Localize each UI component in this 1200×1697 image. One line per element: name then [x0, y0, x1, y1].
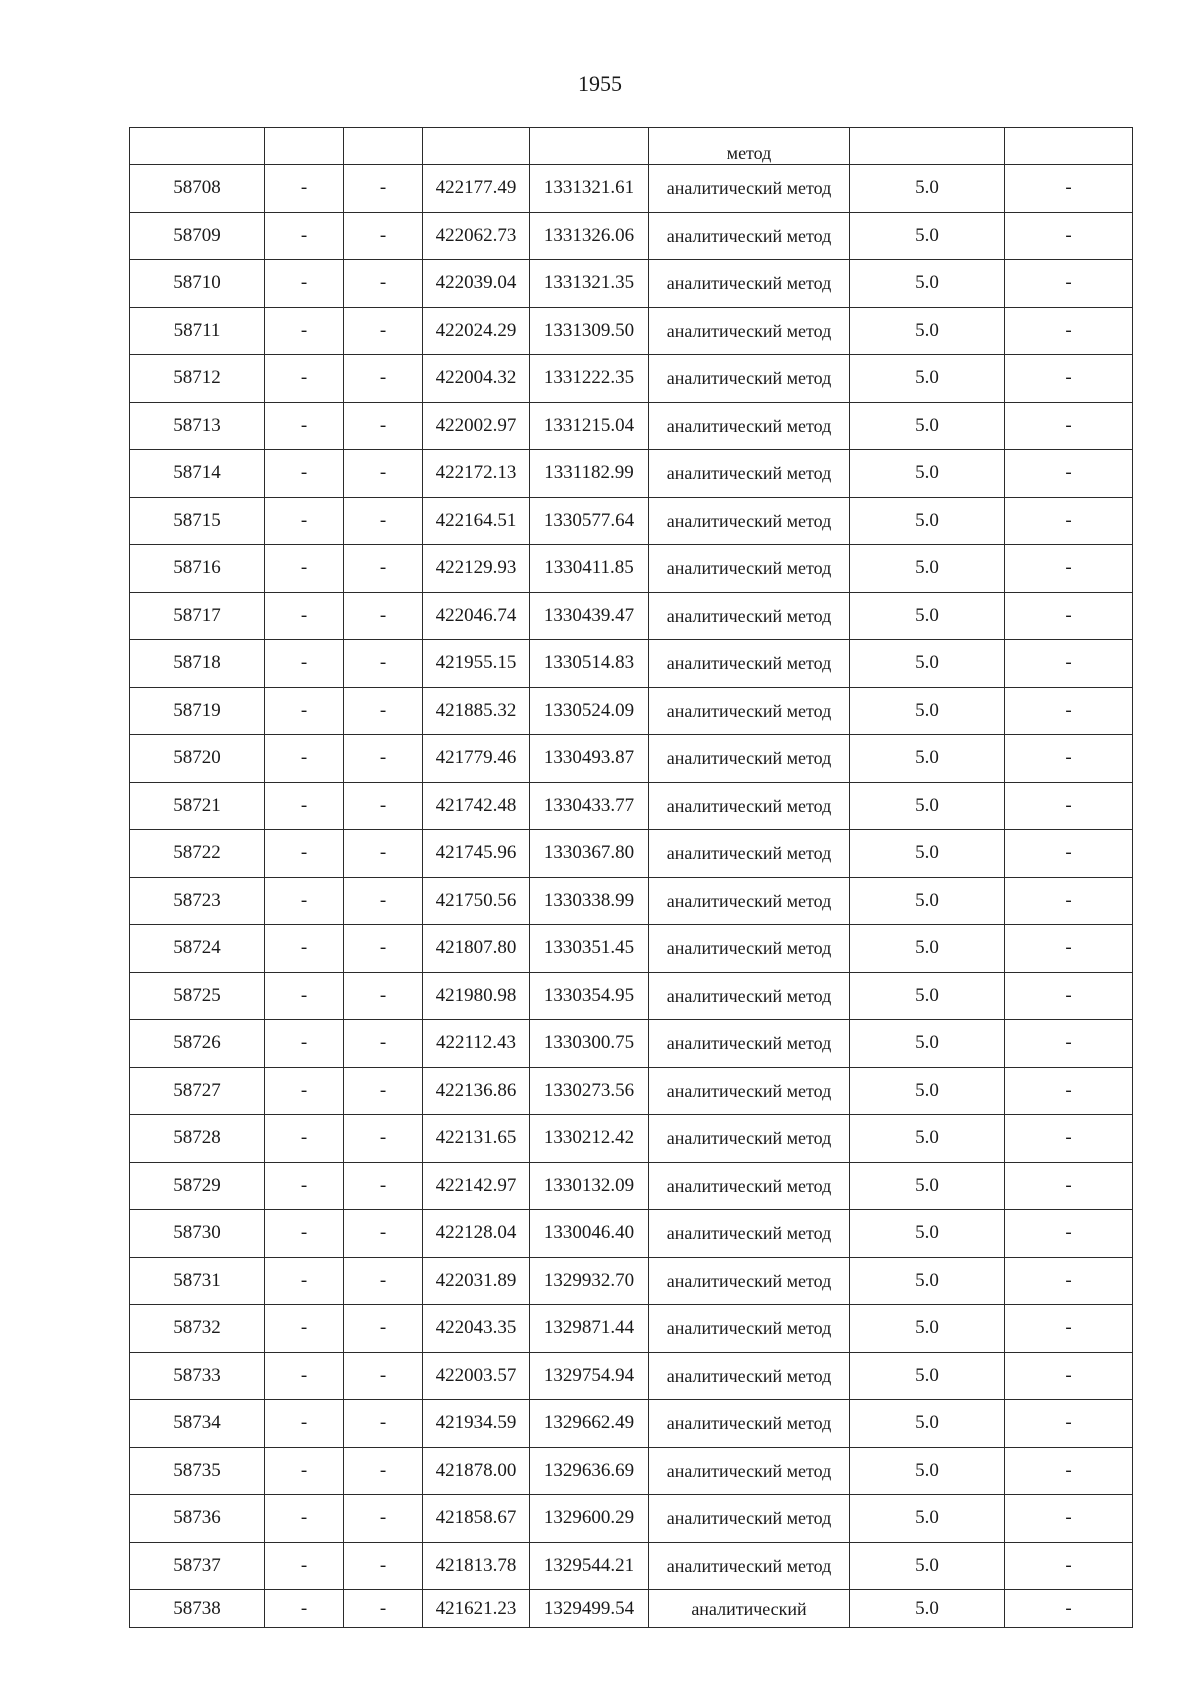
cell-y: 1330367.80 — [530, 830, 649, 878]
cell-method: метод — [649, 128, 850, 165]
cell-col2 — [265, 128, 344, 165]
cell-y: 1330577.64 — [530, 497, 649, 545]
table-row — [130, 1542, 1133, 1590]
cell-x: 422043.35 — [423, 1305, 530, 1353]
cell-col2: - — [265, 212, 344, 260]
cell-accuracy: 5.0 — [850, 592, 1005, 640]
table-row — [130, 592, 1133, 640]
cell-y: 1329499.54 — [530, 1590, 649, 1628]
cell-method: аналитический метод — [649, 355, 850, 403]
cell-col3: - — [344, 450, 423, 498]
cell-x: 421750.56 — [423, 877, 530, 925]
cell-accuracy: 5.0 — [850, 735, 1005, 783]
cell-col3: - — [344, 640, 423, 688]
table-row — [130, 1067, 1133, 1115]
table-row — [130, 355, 1133, 403]
cell-col3: - — [344, 545, 423, 593]
cell-x: 422004.32 — [423, 355, 530, 403]
cell-x: 422062.73 — [423, 212, 530, 260]
cell-x: 421742.48 — [423, 782, 530, 830]
cell-point-id: 58709 — [130, 212, 265, 260]
cell-y: 1329662.49 — [530, 1400, 649, 1448]
cell-accuracy: 5.0 — [850, 355, 1005, 403]
cell-col2: - — [265, 1162, 344, 1210]
cell-y: 1330439.47 — [530, 592, 649, 640]
cell-y: 1330212.42 — [530, 1115, 649, 1163]
cell-method: аналитический метод — [649, 1210, 850, 1258]
page-number: 1955 — [578, 71, 622, 96]
cell-x: 421934.59 — [423, 1400, 530, 1448]
cell-col3: - — [344, 735, 423, 783]
cell-col2: - — [265, 1020, 344, 1068]
cell-col8: - — [1005, 592, 1133, 640]
cell-x: 422172.13 — [423, 450, 530, 498]
cell-col8: - — [1005, 1542, 1133, 1590]
cell-method: аналитический метод — [649, 1257, 850, 1305]
cell-y: 1331321.35 — [530, 260, 649, 308]
table-row — [130, 1352, 1133, 1400]
cell-col3: - — [344, 260, 423, 308]
cell-accuracy: 5.0 — [850, 1400, 1005, 1448]
cell-y: 1330514.83 — [530, 640, 649, 688]
cell-col3: - — [344, 1257, 423, 1305]
cell-point-id: 58710 — [130, 260, 265, 308]
cell-col8: - — [1005, 1495, 1133, 1543]
cell-col8: - — [1005, 260, 1133, 308]
cell-accuracy: 5.0 — [850, 545, 1005, 593]
cell-y: 1331222.35 — [530, 355, 649, 403]
cell-col3: - — [344, 1162, 423, 1210]
cell-col2: - — [265, 687, 344, 735]
table-row — [130, 307, 1133, 355]
cell-method: аналитический метод — [649, 1447, 850, 1495]
cell-accuracy: 5.0 — [850, 450, 1005, 498]
table-row — [130, 497, 1133, 545]
cell-col8: - — [1005, 355, 1133, 403]
cell-col8: - — [1005, 1162, 1133, 1210]
cell-accuracy: 5.0 — [850, 782, 1005, 830]
cell-method: аналитический метод — [649, 1352, 850, 1400]
table-row — [130, 260, 1133, 308]
cell-y: 1330351.45 — [530, 925, 649, 973]
cell-accuracy: 5.0 — [850, 1115, 1005, 1163]
cell-x: 421779.46 — [423, 735, 530, 783]
table-row — [130, 925, 1133, 973]
cell-x: 421745.96 — [423, 830, 530, 878]
table-row — [130, 1590, 1133, 1628]
cell-col2: - — [265, 497, 344, 545]
cell-point-id: 58715 — [130, 497, 265, 545]
cell-y: 1330411.85 — [530, 545, 649, 593]
cell-x: 421621.23 — [423, 1590, 530, 1628]
cell-point-id: 58731 — [130, 1257, 265, 1305]
cell-point-id: 58717 — [130, 592, 265, 640]
cell-accuracy: 5.0 — [850, 260, 1005, 308]
cell-y: 1329600.29 — [530, 1495, 649, 1543]
table-row — [130, 1115, 1133, 1163]
cell-col2: - — [265, 782, 344, 830]
cell-accuracy: 5.0 — [850, 877, 1005, 925]
cell-col3: - — [344, 1115, 423, 1163]
table-row — [130, 212, 1133, 260]
cell-method: аналитический метод — [649, 260, 850, 308]
cell-accuracy — [850, 128, 1005, 165]
cell-x: 421813.78 — [423, 1542, 530, 1590]
table-row-continuation — [130, 128, 1133, 165]
table-row — [130, 972, 1133, 1020]
cell-col2: - — [265, 640, 344, 688]
cell-accuracy: 5.0 — [850, 972, 1005, 1020]
cell-col8: - — [1005, 1115, 1133, 1163]
cell-point-id: 58713 — [130, 402, 265, 450]
cell-col8: - — [1005, 972, 1133, 1020]
cell-accuracy: 5.0 — [850, 307, 1005, 355]
cell-col3: - — [344, 165, 423, 213]
cell-col3: - — [344, 972, 423, 1020]
cell-col3: - — [344, 877, 423, 925]
cell-col2: - — [265, 450, 344, 498]
cell-method: аналитический метод — [649, 545, 850, 593]
cell-y: 1330132.09 — [530, 1162, 649, 1210]
cell-point-id: 58733 — [130, 1352, 265, 1400]
cell-x: 421878.00 — [423, 1447, 530, 1495]
cell-col2: - — [265, 1400, 344, 1448]
cell-accuracy: 5.0 — [850, 925, 1005, 973]
cell-y: 1330354.95 — [530, 972, 649, 1020]
cell-col2: - — [265, 307, 344, 355]
table-row — [130, 1162, 1133, 1210]
cell-col2: - — [265, 1210, 344, 1258]
cell-point-id: 58724 — [130, 925, 265, 973]
cell-y: 1330524.09 — [530, 687, 649, 735]
cell-method: аналитический метод — [649, 1115, 850, 1163]
cell-point-id: 58708 — [130, 165, 265, 213]
cell-col8: - — [1005, 640, 1133, 688]
cell-method: аналитический метод — [649, 687, 850, 735]
cell-col3: - — [344, 1305, 423, 1353]
table-row — [130, 1305, 1133, 1353]
cell-x: 422046.74 — [423, 592, 530, 640]
cell-x: 421858.67 — [423, 1495, 530, 1543]
cell-col3: - — [344, 1495, 423, 1543]
cell-col3: - — [344, 1352, 423, 1400]
cell-accuracy: 5.0 — [850, 1542, 1005, 1590]
cell-accuracy: 5.0 — [850, 1352, 1005, 1400]
table-row — [130, 402, 1133, 450]
cell-method: аналитический метод — [649, 925, 850, 973]
cell-col2: - — [265, 1352, 344, 1400]
cell-accuracy: 5.0 — [850, 165, 1005, 213]
cell-col3: - — [344, 1542, 423, 1590]
cell-point-id — [130, 128, 265, 165]
cell-point-id: 58730 — [130, 1210, 265, 1258]
cell-point-id: 58719 — [130, 687, 265, 735]
cell-col8: - — [1005, 1447, 1133, 1495]
cell-col2: - — [265, 1590, 344, 1628]
cell-method: аналитический метод — [649, 830, 850, 878]
cell-method: аналитический метод — [649, 1400, 850, 1448]
cell-x: 422142.97 — [423, 1162, 530, 1210]
cell-col2: - — [265, 1257, 344, 1305]
table-row — [130, 450, 1133, 498]
cell-col3: - — [344, 402, 423, 450]
cell-x: 422024.29 — [423, 307, 530, 355]
cell-col2: - — [265, 1495, 344, 1543]
cell-point-id: 58738 — [130, 1590, 265, 1628]
cell-method: аналитический метод — [649, 307, 850, 355]
cell-x: 422002.97 — [423, 402, 530, 450]
cell-col2: - — [265, 925, 344, 973]
cell-point-id: 58722 — [130, 830, 265, 878]
cell-col2: - — [265, 972, 344, 1020]
cell-method: аналитический метод — [649, 592, 850, 640]
cell-col2: - — [265, 402, 344, 450]
cell-col2: - — [265, 592, 344, 640]
cell-point-id: 58711 — [130, 307, 265, 355]
cell-col8: - — [1005, 545, 1133, 593]
cell-col2: - — [265, 355, 344, 403]
cell-method: аналитический метод — [649, 1067, 850, 1115]
cell-x — [423, 128, 530, 165]
cell-x: 421885.32 — [423, 687, 530, 735]
cell-col2: - — [265, 1542, 344, 1590]
cell-method: аналитический метод — [649, 497, 850, 545]
cell-col8: - — [1005, 497, 1133, 545]
cell-point-id: 58725 — [130, 972, 265, 1020]
cell-method: аналитический — [649, 1590, 850, 1628]
cell-col2: - — [265, 545, 344, 593]
cell-point-id: 58712 — [130, 355, 265, 403]
cell-col3: - — [344, 1210, 423, 1258]
cell-col8: - — [1005, 877, 1133, 925]
table-row — [130, 877, 1133, 925]
cell-y: 1330493.87 — [530, 735, 649, 783]
cell-col3: - — [344, 355, 423, 403]
cell-y: 1329932.70 — [530, 1257, 649, 1305]
cell-col3: - — [344, 592, 423, 640]
cell-point-id: 58726 — [130, 1020, 265, 1068]
cell-col8: - — [1005, 782, 1133, 830]
cell-col8: - — [1005, 1067, 1133, 1115]
cell-col8: - — [1005, 925, 1133, 973]
cell-point-id: 58736 — [130, 1495, 265, 1543]
cell-col8: - — [1005, 1590, 1133, 1628]
cell-accuracy: 5.0 — [850, 1162, 1005, 1210]
cell-col2: - — [265, 1447, 344, 1495]
cell-accuracy: 5.0 — [850, 1447, 1005, 1495]
cell-y: 1329871.44 — [530, 1305, 649, 1353]
cell-y: 1329754.94 — [530, 1352, 649, 1400]
cell-x: 422031.89 — [423, 1257, 530, 1305]
cell-col2: - — [265, 260, 344, 308]
cell-col8: - — [1005, 830, 1133, 878]
cell-method: аналитический метод — [649, 212, 850, 260]
cell-x: 421980.98 — [423, 972, 530, 1020]
cell-col2: - — [265, 1305, 344, 1353]
cell-col2: - — [265, 735, 344, 783]
table-row — [130, 1210, 1133, 1258]
cell-accuracy: 5.0 — [850, 830, 1005, 878]
cell-accuracy: 5.0 — [850, 640, 1005, 688]
cell-col8: - — [1005, 212, 1133, 260]
cell-accuracy: 5.0 — [850, 497, 1005, 545]
cell-method: аналитический метод — [649, 972, 850, 1020]
cell-accuracy: 5.0 — [850, 1020, 1005, 1068]
cell-col8: - — [1005, 165, 1133, 213]
cell-col8: - — [1005, 687, 1133, 735]
cell-x: 421807.80 — [423, 925, 530, 973]
cell-point-id: 58720 — [130, 735, 265, 783]
cell-accuracy: 5.0 — [850, 1257, 1005, 1305]
cell-col3: - — [344, 1447, 423, 1495]
cell-col8: - — [1005, 735, 1133, 783]
cell-point-id: 58729 — [130, 1162, 265, 1210]
cell-x: 422136.86 — [423, 1067, 530, 1115]
cell-point-id: 58723 — [130, 877, 265, 925]
cell-y: 1330338.99 — [530, 877, 649, 925]
cell-method: аналитический метод — [649, 735, 850, 783]
cell-y: 1331321.61 — [530, 165, 649, 213]
cell-col8: - — [1005, 307, 1133, 355]
cell-point-id: 58728 — [130, 1115, 265, 1163]
table-row — [130, 1400, 1133, 1448]
cell-y: 1330046.40 — [530, 1210, 649, 1258]
cell-method: аналитический метод — [649, 1542, 850, 1590]
cell-x: 422164.51 — [423, 497, 530, 545]
cell-col8: - — [1005, 1210, 1133, 1258]
coordinates-table — [129, 127, 1133, 1628]
cell-method: аналитический метод — [649, 1305, 850, 1353]
table-row — [130, 1020, 1133, 1068]
cell-x: 422003.57 — [423, 1352, 530, 1400]
cell-method: аналитический метод — [649, 450, 850, 498]
cell-y: 1330273.56 — [530, 1067, 649, 1115]
cell-col2: - — [265, 1115, 344, 1163]
cell-col8: - — [1005, 1020, 1133, 1068]
table-row — [130, 545, 1133, 593]
cell-col3: - — [344, 1020, 423, 1068]
cell-point-id: 58732 — [130, 1305, 265, 1353]
cell-col3: - — [344, 1590, 423, 1628]
cell-accuracy: 5.0 — [850, 1590, 1005, 1628]
cell-accuracy: 5.0 — [850, 1210, 1005, 1258]
cell-y: 1331326.06 — [530, 212, 649, 260]
cell-method: аналитический метод — [649, 640, 850, 688]
cell-method: аналитический метод — [649, 877, 850, 925]
table-row — [130, 1447, 1133, 1495]
cell-point-id: 58718 — [130, 640, 265, 688]
table-row — [130, 165, 1133, 213]
cell-point-id: 58734 — [130, 1400, 265, 1448]
cell-col3: - — [344, 307, 423, 355]
cell-method: аналитический метод — [649, 1495, 850, 1543]
cell-y: 1331215.04 — [530, 402, 649, 450]
cell-y: 1329636.69 — [530, 1447, 649, 1495]
cell-col8: - — [1005, 402, 1133, 450]
table-row — [130, 1495, 1133, 1543]
cell-point-id: 58716 — [130, 545, 265, 593]
cell-col3: - — [344, 925, 423, 973]
cell-col3: - — [344, 687, 423, 735]
cell-point-id: 58727 — [130, 1067, 265, 1115]
cell-col2: - — [265, 877, 344, 925]
cell-accuracy: 5.0 — [850, 1495, 1005, 1543]
cell-col2: - — [265, 165, 344, 213]
cell-x: 422131.65 — [423, 1115, 530, 1163]
cell-col3: - — [344, 830, 423, 878]
cell-x: 422112.43 — [423, 1020, 530, 1068]
cell-y — [530, 128, 649, 165]
cell-y: 1330433.77 — [530, 782, 649, 830]
cell-col2: - — [265, 1067, 344, 1115]
cell-y: 1329544.21 — [530, 1542, 649, 1590]
cell-col3: - — [344, 497, 423, 545]
table-row — [130, 735, 1133, 783]
cell-col3: - — [344, 1067, 423, 1115]
cell-y: 1331182.99 — [530, 450, 649, 498]
cell-accuracy: 5.0 — [850, 212, 1005, 260]
cell-x: 422128.04 — [423, 1210, 530, 1258]
cell-method: аналитический метод — [649, 1020, 850, 1068]
cell-x: 422177.49 — [423, 165, 530, 213]
cell-col3: - — [344, 1400, 423, 1448]
cell-point-id: 58714 — [130, 450, 265, 498]
cell-y: 1331309.50 — [530, 307, 649, 355]
table-row — [130, 830, 1133, 878]
cell-col8: - — [1005, 1257, 1133, 1305]
cell-point-id: 58735 — [130, 1447, 265, 1495]
cell-col3 — [344, 128, 423, 165]
cell-col8 — [1005, 128, 1133, 165]
table-row — [130, 640, 1133, 688]
table-row — [130, 782, 1133, 830]
cell-point-id: 58721 — [130, 782, 265, 830]
cell-method: аналитический метод — [649, 1162, 850, 1210]
cell-accuracy: 5.0 — [850, 402, 1005, 450]
cell-x: 422039.04 — [423, 260, 530, 308]
cell-col8: - — [1005, 1352, 1133, 1400]
cell-method: аналитический метод — [649, 165, 850, 213]
table-body — [130, 128, 1133, 1628]
cell-col8: - — [1005, 450, 1133, 498]
cell-accuracy: 5.0 — [850, 1067, 1005, 1115]
cell-point-id: 58737 — [130, 1542, 265, 1590]
cell-col3: - — [344, 212, 423, 260]
cell-method: аналитический метод — [649, 782, 850, 830]
cell-col8: - — [1005, 1305, 1133, 1353]
cell-x: 421955.15 — [423, 640, 530, 688]
cell-col3: - — [344, 782, 423, 830]
cell-method: аналитический метод — [649, 402, 850, 450]
table-row — [130, 687, 1133, 735]
cell-accuracy: 5.0 — [850, 687, 1005, 735]
cell-y: 1330300.75 — [530, 1020, 649, 1068]
cell-col2: - — [265, 830, 344, 878]
cell-x: 422129.93 — [423, 545, 530, 593]
cell-accuracy: 5.0 — [850, 1305, 1005, 1353]
table-row — [130, 1257, 1133, 1305]
cell-col8: - — [1005, 1400, 1133, 1448]
